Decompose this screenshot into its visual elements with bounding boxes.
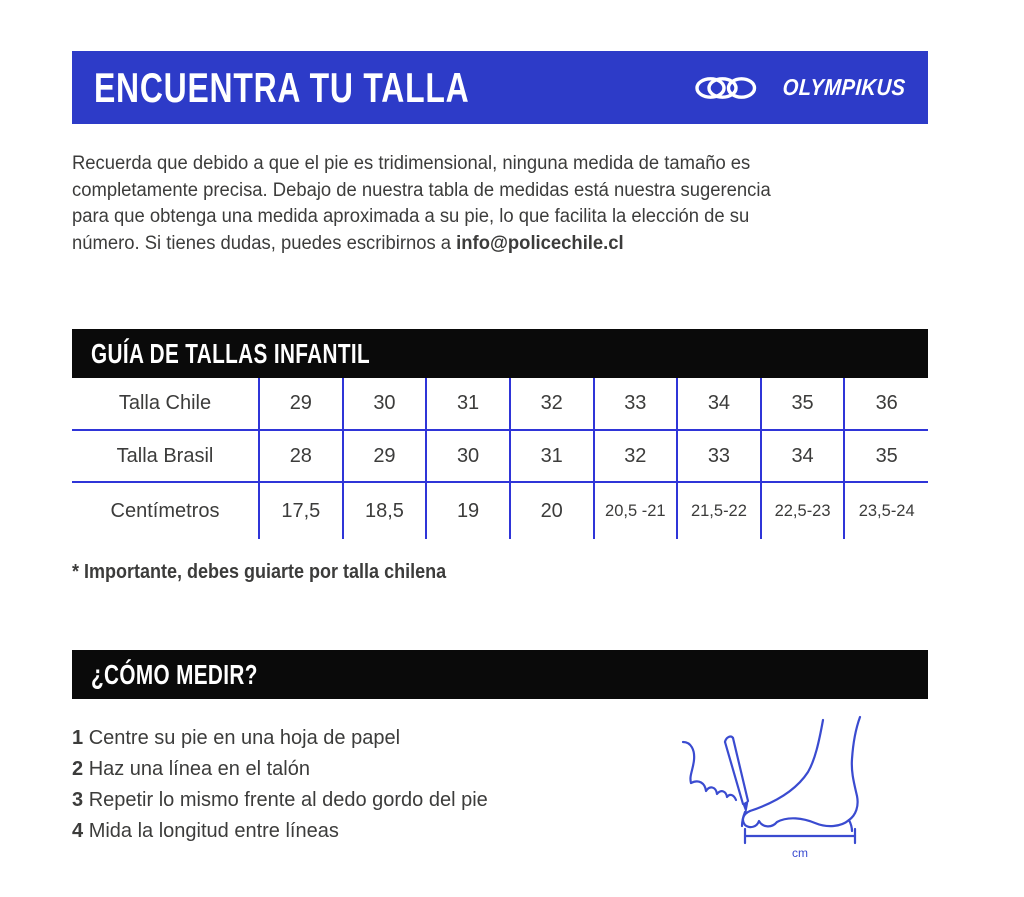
table-cell: 20,5 -21: [594, 482, 678, 539]
foot-measure-icon: [675, 712, 875, 867]
intro-line: [72, 231, 912, 258]
table-cell: 28: [259, 430, 343, 482]
table-cell: 30: [343, 378, 427, 430]
intro-line: completamente precisa. Debajo de nuestra tabla de medidas está nuestra sugerencia: [72, 179, 771, 201]
table-cell: 30: [426, 430, 510, 482]
table-row-talla-brasil: [72, 430, 928, 482]
table-cell: 33: [677, 430, 761, 482]
table-cell: 34: [761, 430, 845, 482]
table-cell: 19: [426, 482, 510, 539]
row-label: Talla Chile: [72, 378, 259, 430]
table-cell: 36: [844, 378, 928, 430]
measure-steps-list: [72, 723, 488, 847]
size-table: [72, 378, 928, 539]
brand-name: OLYMPIKUS: [782, 74, 907, 100]
step-text: Haz una línea en el talón: [88, 758, 310, 780]
table-cell: 18,5: [343, 482, 427, 539]
table-cell: 33: [594, 378, 678, 430]
intro-line-prefix: número. Si tienes dudas, puedes escribirnos a: [72, 232, 457, 254]
step-text: Mida la longitud entre líneas: [88, 820, 339, 842]
table-cell: 32: [510, 378, 594, 430]
table-cell: 35: [761, 378, 845, 430]
size-guide-section-title: GUÍA DE TALLAS INFANTIL: [91, 337, 371, 369]
step-number: 4: [72, 820, 84, 842]
table-cell: 29: [343, 430, 427, 482]
table-cell: 34: [677, 378, 761, 430]
intro-line: Recuerda que debido a que el pie es tridimensional, ninguna medida de tamaño es: [72, 153, 751, 174]
table-cell: 23,5-24: [844, 482, 928, 539]
brand-logo: [695, 73, 906, 103]
step-text: Centre su pie en una hoja de papel: [88, 727, 401, 749]
table-row-centimetros: [72, 482, 928, 539]
step-number: 2: [72, 758, 84, 780]
table-cell: 35: [844, 430, 928, 482]
table-cell: 29: [259, 378, 343, 430]
measure-step: [72, 723, 488, 754]
foot-measuring-illustration: [675, 712, 875, 867]
how-to-measure-section-title: ¿CÓMO MEDIR?: [91, 658, 258, 690]
table-cell: 31: [510, 430, 594, 482]
table-cell: 21,5-22: [677, 482, 761, 539]
intro-line: para que obtenga una medida aproximada a su pie, lo que facilita la elección de su: [72, 206, 750, 227]
contact-email: info@policechile.cl: [456, 232, 624, 254]
measure-step: [72, 816, 488, 847]
step-text: Repetir lo mismo frente al dedo gordo del pie: [88, 789, 488, 811]
important-note: * Importante, debes guiarte por talla chilena: [72, 561, 447, 583]
olympikus-rings-icon: [695, 73, 757, 103]
cm-unit-label: cm: [792, 846, 808, 860]
page-title: ENCUENTRA TU TALLA: [94, 63, 470, 111]
table-cell: 22,5-23: [761, 482, 845, 539]
table-row-talla-chile: [72, 378, 928, 430]
intro-paragraph: [72, 151, 912, 257]
how-to-measure-section-banner: [72, 650, 928, 699]
step-number: 1: [72, 727, 84, 749]
measure-step: [72, 785, 488, 816]
step-number: 3: [72, 789, 84, 811]
table-cell: 20: [510, 482, 594, 539]
size-guide-section-banner: [72, 329, 928, 378]
row-label: Talla Brasil: [72, 430, 259, 482]
table-cell: 31: [426, 378, 510, 430]
row-label: Centímetros: [110, 499, 220, 522]
table-cell: 32: [594, 430, 678, 482]
header-banner: [72, 51, 928, 124]
measure-step: [72, 754, 488, 785]
table-cell: 17,5: [259, 482, 343, 539]
